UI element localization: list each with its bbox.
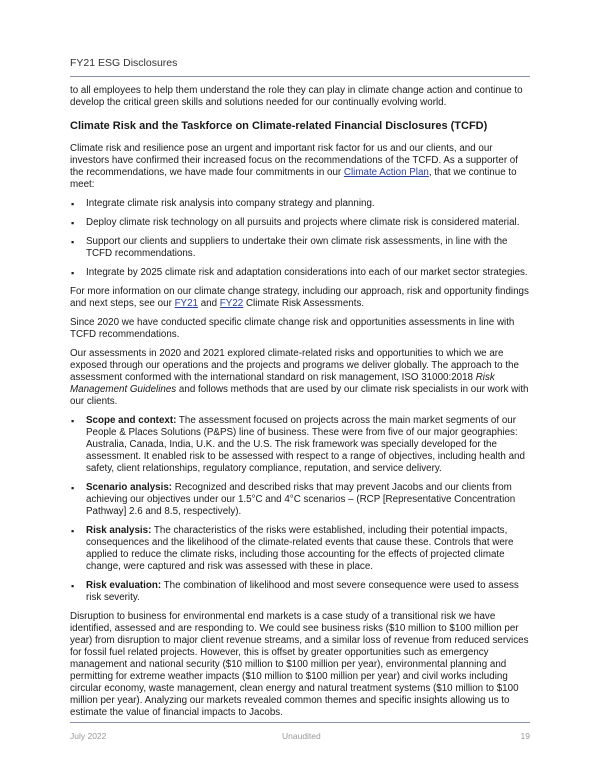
footer-date: July 2022 xyxy=(70,731,107,741)
item-label: Risk analysis: xyxy=(86,525,152,536)
since-2020-paragraph: Since 2020 we have conducted specific climate change risk and opportunities assessments in line with TCFD recommendations. xyxy=(70,317,515,340)
text: and follows methods that are used by our climate risk specialists in our work with our clients. xyxy=(70,384,529,407)
assessment-list xyxy=(70,415,532,604)
tcfd-paragraph xyxy=(70,143,532,191)
header-divider xyxy=(70,76,530,77)
text: For more information on our climate change strategy, including our approach, risk and opportunity findings and next steps, see our xyxy=(70,286,529,309)
assessments-paragraph xyxy=(70,348,532,408)
commitments-list xyxy=(70,198,532,279)
text: , that we continue to meet: xyxy=(70,167,517,190)
intro-paragraph: to all employees to help them understand the role they can play in climate change action and continue to develop the critical green skills and solutions needed for our continually evolving world. xyxy=(70,85,523,108)
item-label: Scenario analysis: xyxy=(86,482,173,493)
text: Our assessments in 2020 and 2021 explored climate-related risks and opportunities to which we are exposed through our operations and the projects and programs we deliver globally. The approach to the assessment conformed with the international standard on risk management, ISO 31000:2018 xyxy=(70,348,519,383)
text: and xyxy=(198,298,220,309)
footer-status: Unaudited xyxy=(282,731,321,741)
item-label: Scope and context: xyxy=(86,415,177,426)
section-heading: Climate Risk and the Taskforce on Climate-related Financial Disclosures (TCFD) xyxy=(70,120,488,132)
item-label: Risk evaluation: xyxy=(86,580,162,591)
item-text: Recognized and described risks that may prevent Jacobs and our clients from achieving our objectives under our 1.5°C and 4°C scenarios – (RCP [Representative Concentration Pathway] 2.6 and 8.5, respectively). xyxy=(86,482,516,517)
fy22-link[interactable]: FY22 xyxy=(219,298,244,309)
list-item xyxy=(70,580,532,604)
disruption-paragraph: Disruption to business for environmental end markets is a case study of a transitional risk we have identified, assessed and are responding to. We could see business risks ($10 million to $100 million per year) from disruption to major client revenue streams, and a similar loss of revenue from reduced services for fossil fuel related projects. However, this is offset by greater opportunities such as emergency management and national security ($10 million to $100 million per year), environmental planning and permitting for extreme weather impacts ($10 million to $100 million per year) and civil works including circular economy, waste management, clean energy and natural treatment systems ($10 million to $100 million per year). Analyzing our markets revealed common themes and specific insights allowing us to estimate the value of financial impacts to Jacobs. xyxy=(70,611,529,718)
list-item xyxy=(70,525,532,573)
list-item xyxy=(70,415,532,475)
item-text: The combination of likelihood and most severe consequence were used to assess risk severity. xyxy=(86,580,519,603)
item-text: The characteristics of the risks were established, including their potential impacts, consequences and the likelihood of the climate-related events that cause these. Controls that were applied to reduce the climate risks, including those accounting for the effects of projected climate change, were captured and risk was assessed with these in place. xyxy=(86,525,514,572)
list-item: ▪ Integrate by 2025 climate risk and adaptation considerations into each of our market sector strategies. xyxy=(70,267,532,279)
item-text: The assessment focused on projects across the main market segments of our People & Places Solutions (P&PS) line of business. These were from five of our major geographies: Australia, Canada, India, U.K. and the U.S. The risk framework was specially developed for the assessment. It enabled risk to be assessed with respect to a range of objectives, including health and safety, client relationships, regulatory compliance, reputation, and service delivery. xyxy=(86,415,525,474)
fy21-link[interactable]: FY21 xyxy=(174,298,198,309)
running-header: FY21 ESG Disclosures xyxy=(70,57,178,69)
more-info-paragraph xyxy=(70,286,532,310)
list-item: ▪ Deploy climate risk technology on all pursuits and projects where climate risk is considered material. xyxy=(70,217,532,229)
page-number: 19 xyxy=(520,731,530,741)
page-body xyxy=(70,85,532,726)
climate-action-plan-link[interactable]: Climate Action Plan xyxy=(343,167,429,178)
text: Climate Risk Assessments. xyxy=(243,298,365,309)
text: Climate risk and resilience pose an urgent and important risk factor for us and our clients, and our investors have confirmed their increased focus on the recommendations of the TCFD. As a supporter of the recommendations, we have made four commitments in our xyxy=(70,143,518,178)
list-item: ▪ Integrate climate risk analysis into company strategy and planning. xyxy=(70,198,532,210)
standard-title: Risk Management Guidelines xyxy=(70,372,495,395)
footer-divider xyxy=(70,722,530,723)
list-item xyxy=(70,482,532,518)
list-item: ▪ Support our clients and suppliers to undertake their own climate risk assessments, in line with the TCFD recommendations. xyxy=(70,236,532,260)
